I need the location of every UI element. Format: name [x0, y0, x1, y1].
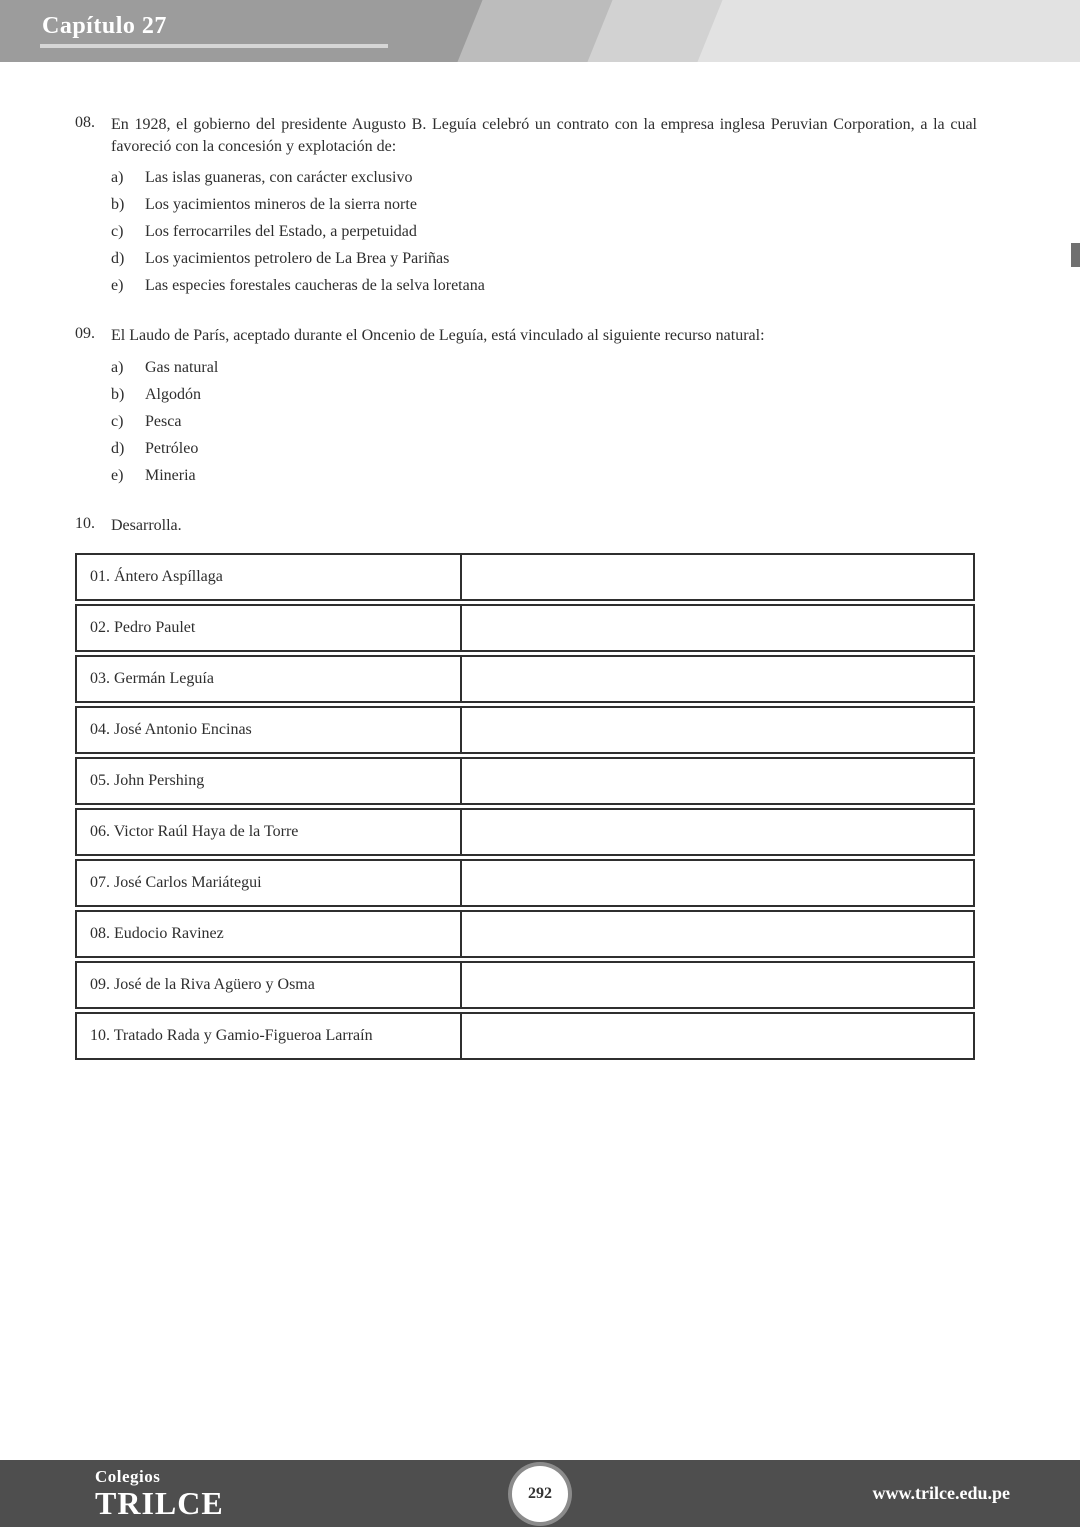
- page-edge-mark: [1071, 243, 1080, 267]
- option-d: [111, 250, 977, 268]
- option-letter: c): [111, 223, 124, 241]
- page-number-badge: [512, 1466, 568, 1522]
- question-text: Desarrolla.: [111, 516, 182, 534]
- table-row: [75, 553, 975, 601]
- name-cell: 03. Germán Leguía: [75, 655, 462, 703]
- option-text: Gas natural: [145, 358, 219, 376]
- answer-cell: [462, 859, 975, 907]
- option-e: [111, 467, 977, 485]
- option-letter: e): [111, 277, 124, 295]
- option-text: Pesca: [145, 412, 182, 430]
- option-letter: d): [111, 250, 125, 268]
- options-list: [111, 169, 977, 295]
- table-row: [75, 655, 975, 703]
- header-deco-shape-3: [695, 0, 1080, 62]
- answer-cell: [462, 1012, 975, 1060]
- page-content: [0, 62, 1080, 1063]
- website-url: www.trilce.edu.pe: [872, 1483, 1010, 1503]
- footer-bar: [0, 1460, 1080, 1527]
- question-text: En 1928, el gobierno del presidente Augusto B. Leguía celebró un contrato con la empresa inglesa Peruvian Corporation, a la cual favoreció con la concesión y explotación de:: [111, 116, 977, 155]
- table-row: [75, 961, 975, 1009]
- option-letter: a): [111, 358, 124, 376]
- table-row: [75, 706, 975, 754]
- brand-logo: [95, 1468, 224, 1519]
- question-08: [75, 114, 977, 295]
- question-10: [75, 515, 977, 537]
- option-e: [111, 277, 977, 295]
- table-row: [75, 1012, 975, 1060]
- name-cell: 09. José de la Riva Agüero y Osma: [75, 961, 462, 1009]
- answer-cell: [462, 706, 975, 754]
- name-cell: 01. Ántero Aspíllaga: [75, 553, 462, 601]
- question-number: 09.: [75, 325, 95, 343]
- option-text: Petróleo: [145, 439, 199, 457]
- table-row: [75, 808, 975, 856]
- header-bar: [0, 0, 1080, 62]
- title-underline: [40, 44, 388, 48]
- options-list: [111, 359, 977, 485]
- table-row: [75, 859, 975, 907]
- option-text: Los yacimientos mineros de la sierra norte: [145, 196, 417, 214]
- develop-table: [75, 550, 975, 1063]
- answer-cell: [462, 757, 975, 805]
- page-number: 292: [528, 1484, 552, 1502]
- name-cell: 02. Pedro Paulet: [75, 604, 462, 652]
- answer-cell: [462, 910, 975, 958]
- answer-cell: [462, 655, 975, 703]
- name-cell: 06. Victor Raúl Haya de la Torre: [75, 808, 462, 856]
- chapter-title: Capítulo 27: [42, 13, 167, 39]
- option-text: Los ferrocarriles del Estado, a perpetuidad: [145, 223, 417, 241]
- option-c: [111, 223, 977, 241]
- option-letter: a): [111, 169, 124, 187]
- option-b: [111, 386, 977, 404]
- name-cell: 10. Tratado Rada y Gamio-Figueroa Larraín: [75, 1012, 462, 1060]
- option-letter: c): [111, 412, 124, 430]
- table-row: [75, 910, 975, 958]
- question-number: 10.: [75, 514, 95, 532]
- option-text: Mineria: [145, 466, 196, 484]
- brand-colegios: Colegios: [95, 1467, 161, 1486]
- option-letter: b): [111, 196, 125, 214]
- option-a: [111, 359, 977, 377]
- answer-cell: [462, 808, 975, 856]
- brand-trilce: TRILCE: [95, 1485, 224, 1521]
- table-row: [75, 757, 975, 805]
- option-letter: d): [111, 439, 125, 457]
- answer-cell: [462, 961, 975, 1009]
- option-letter: e): [111, 466, 124, 484]
- answer-cell: [462, 553, 975, 601]
- name-cell: 04. José Antonio Encinas: [75, 706, 462, 754]
- option-c: [111, 413, 977, 431]
- name-cell: 07. José Carlos Mariátegui: [75, 859, 462, 907]
- option-text: Las islas guaneras, con carácter exclusivo: [145, 169, 413, 187]
- option-b: [111, 196, 977, 214]
- option-text: Algodón: [145, 385, 201, 403]
- question-09: [75, 325, 977, 485]
- option-text: Las especies forestales caucheras de la selva loretana: [145, 277, 485, 295]
- table-row: [75, 604, 975, 652]
- option-text: Los yacimientos petrolero de La Brea y Pariñas: [145, 250, 450, 268]
- question-text: El Laudo de París, aceptado durante el Oncenio de Leguía, está vinculado al siguiente recurso natural:: [111, 327, 765, 345]
- option-letter: b): [111, 385, 125, 403]
- name-cell: 05. John Pershing: [75, 757, 462, 805]
- answer-cell: [462, 604, 975, 652]
- question-number: 08.: [75, 114, 95, 131]
- name-cell: 08. Eudocio Ravinez: [75, 910, 462, 958]
- option-d: [111, 440, 977, 458]
- option-a: [111, 169, 977, 187]
